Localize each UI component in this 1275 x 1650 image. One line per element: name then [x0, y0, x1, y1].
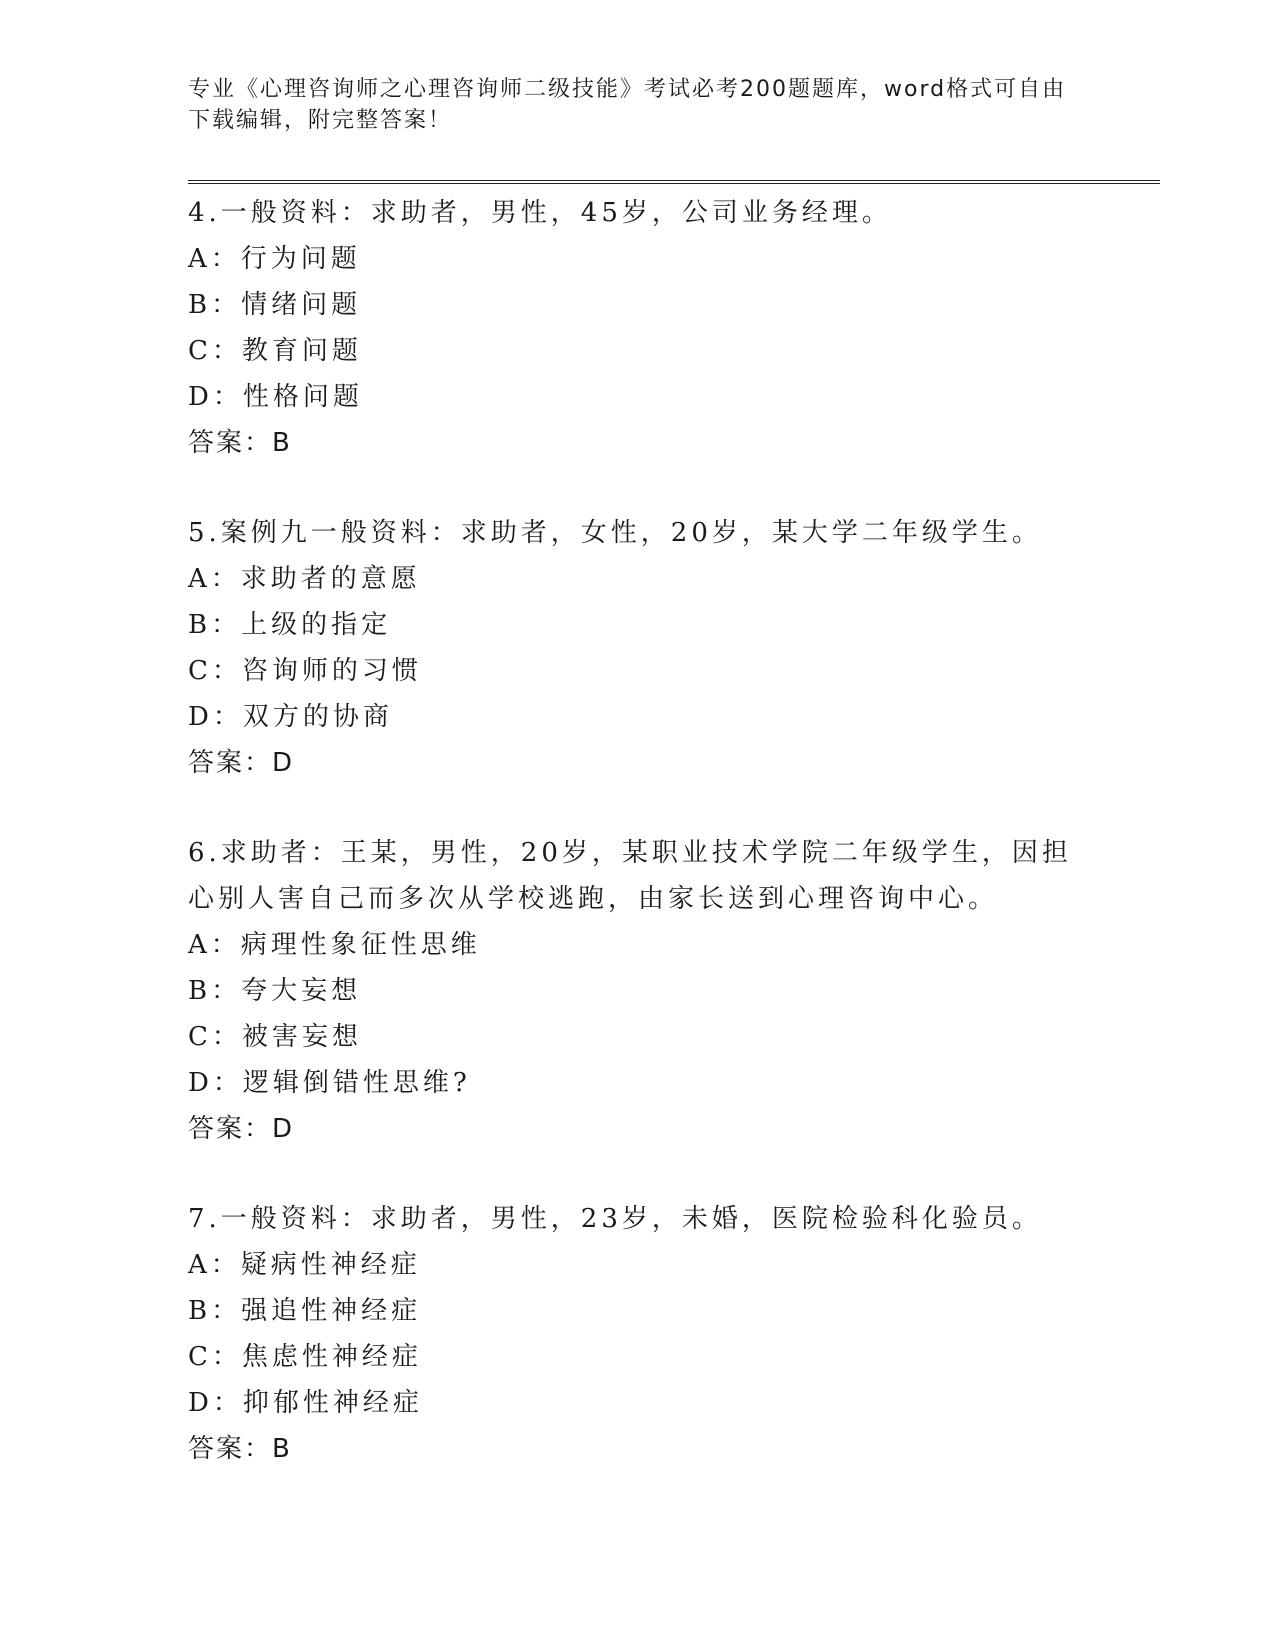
question-6: [188, 830, 1088, 1152]
option-a: A：求助者的意愿: [188, 564, 421, 594]
question-5: [188, 510, 1088, 786]
answer: 答案：B: [188, 428, 292, 458]
question-stem: 5.案例九一般资料：求助者，女性，20岁，某大学二年级学生。: [188, 518, 1042, 548]
answer: 答案：B: [188, 1434, 292, 1464]
option-a: A：病理性象征性思维: [188, 930, 481, 960]
option-a: A：疑病性神经症: [188, 1250, 421, 1280]
option-c: C：被害妄想: [188, 1022, 362, 1052]
option-d: D：性格问题: [188, 382, 363, 412]
document-intro: 专业《心理咨询师之心理咨询师二级技能》考试必考200题题库，word格式可自由下载编辑，附完整答案！: [188, 77, 1067, 133]
option-b: B：强追性神经症: [188, 1296, 422, 1326]
option-c: C：教育问题: [188, 336, 362, 366]
option-b: B：夸大妄想: [188, 976, 362, 1006]
question-list: [188, 190, 1088, 1516]
option-a: A：行为问题: [188, 244, 361, 274]
question-stem: 4.一般资料：求助者，男性，45岁，公司业务经理。: [188, 198, 892, 228]
option-c: C：焦虑性神经症: [188, 1342, 422, 1372]
option-b: B：情绪问题: [188, 290, 362, 320]
option-d: D：逻辑倒错性思维?: [188, 1068, 471, 1098]
answer: 答案：D: [188, 748, 295, 778]
option-c: C：咨询师的习惯: [188, 656, 422, 686]
question-stem: 6.求助者：王某，男性，20岁，某职业技术学院二年级学生，因担心别人害自己而多次从学校逃跑，由家长送到心理咨询中心。: [188, 838, 1072, 914]
answer: 答案：D: [188, 1114, 295, 1144]
header-divider: [188, 180, 1160, 184]
option-d: D：抑郁性神经症: [188, 1388, 423, 1418]
option-b: B：上级的指定: [188, 610, 392, 640]
question-stem: 7.一般资料：求助者，男性，23岁，未婚，医院检验科化验员。: [188, 1204, 1042, 1234]
question-7: [188, 1196, 1088, 1472]
question-4: [188, 190, 1088, 466]
option-d: D：双方的协商: [188, 702, 393, 732]
